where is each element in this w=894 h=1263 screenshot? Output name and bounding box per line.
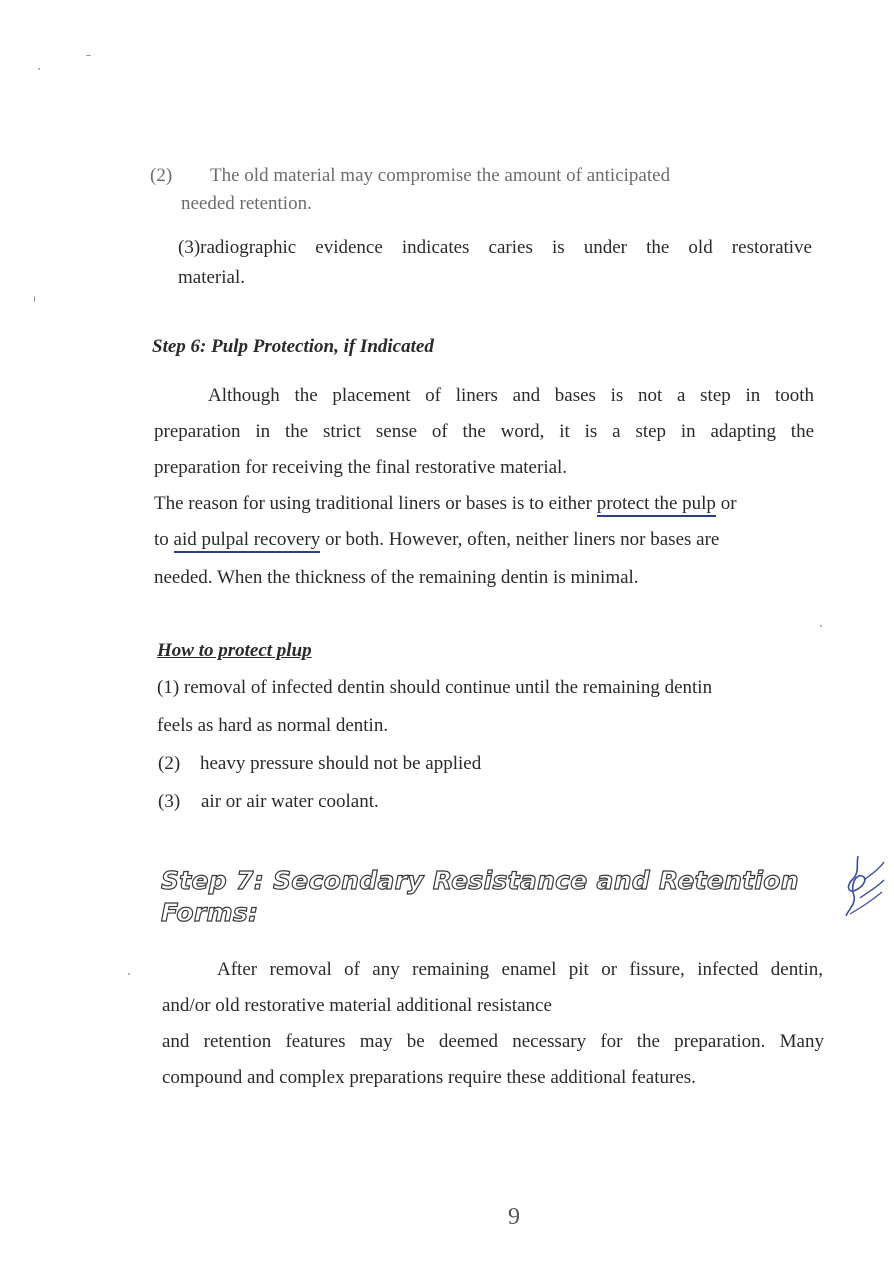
underline-protect-the-pulp: protect the pulp bbox=[597, 493, 716, 517]
step7-paragraph-line3: and retention features may be deemed necessary for the preparation. Many bbox=[162, 1031, 824, 1052]
list-item-2-line1: The old material may compromise the amount of anticipated bbox=[210, 165, 671, 186]
step7-paragraph-line2: and/or old restorative material additional resistance bbox=[162, 995, 552, 1016]
list-item-3-line1: (3)radiographic evidence indicates caries is under the old restorative bbox=[178, 237, 812, 258]
step6-heading: Step 6: Pulp Protection, if Indicated bbox=[152, 336, 434, 357]
step6-paragraph2-line1: The reason for using traditional liners or bases is to either protect the pulp or bbox=[154, 486, 737, 522]
protect-item-3-number: (3) bbox=[158, 791, 181, 812]
step7-heading-line2: Forms: bbox=[161, 898, 259, 927]
protect-item-2-number: (2) bbox=[158, 753, 181, 774]
protect-item-1-line2: feels as hard as normal dentin. bbox=[157, 715, 389, 736]
scan-speck bbox=[128, 973, 130, 975]
step6-paragraph2-line3: needed. When the thickness of the remaining dentin is minimal. bbox=[154, 567, 639, 588]
list-item-2-line2: needed retention. bbox=[181, 193, 312, 214]
protect-item-2-text: heavy pressure should not be applied bbox=[200, 753, 482, 774]
step6-paragraph1-line1: Although the placement of liners and bases is not a step in tooth bbox=[208, 385, 814, 406]
list-item-2-number: (2) bbox=[150, 165, 173, 186]
scan-speck bbox=[38, 68, 40, 70]
protect-heading: How to protect plup bbox=[157, 640, 312, 661]
list-item-3-line2: material. bbox=[178, 267, 245, 288]
step7-paragraph-line1: After removal of any remaining enamel pit or fissure, infected dentin, bbox=[217, 959, 823, 980]
scan-speck bbox=[86, 55, 91, 56]
step6-paragraph2-line2: to aid pulpal recovery or both. However, often, neither liners nor bases are bbox=[154, 522, 719, 558]
handwritten-signature-icon bbox=[838, 850, 888, 922]
protect-item-1-line1: (1) removal of infected dentin should continue until the remaining dentin bbox=[157, 677, 713, 698]
scan-speck bbox=[820, 625, 822, 627]
underline-aid-pulpal-recovery: aid pulpal recovery bbox=[174, 529, 321, 553]
page-number: 9 bbox=[508, 1204, 520, 1230]
protect-item-3-text: air or air water coolant. bbox=[201, 791, 379, 812]
step6-paragraph1-line3: preparation for receiving the final restorative material. bbox=[154, 457, 568, 478]
step7-heading-line1: Step 7: Secondary Resistance and Retention bbox=[161, 866, 799, 895]
step7-paragraph-line4: compound and complex preparations require these additional features. bbox=[162, 1067, 696, 1088]
step6-paragraph1-line2: preparation in the strict sense of the word, it is a step in adapting the bbox=[154, 421, 814, 442]
scan-speck bbox=[34, 296, 35, 302]
